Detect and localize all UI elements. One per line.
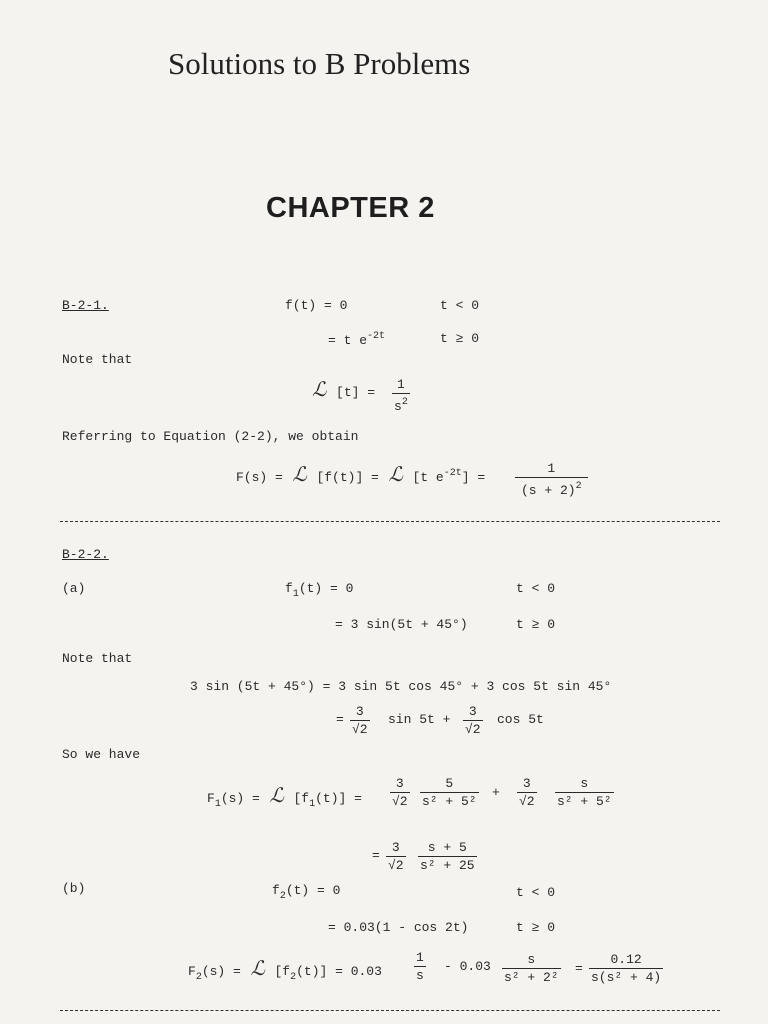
trig-identity: 3 sin (5t + 45°) = 3 sin 5t cos 45° + 3 cos 5t sin 45° [190, 679, 612, 694]
condition-t-less-0-b: t < 0 [516, 885, 556, 900]
F2-expression: $F_2(s)$ = ℒ $[f_2(t)] = 0.03$ [188, 956, 382, 983]
fraction-result: $\frac{0.12}{\text{s(s² + 4)}}$ [591, 952, 662, 985]
part-a-label: (a) [62, 581, 86, 596]
note-text: Note that [62, 352, 133, 367]
fraction-3-sqrt2-e: $\frac{3}{√2}$ [388, 840, 404, 873]
fraction-Fs: $\frac{1}{(s + 2)^2}$ [515, 460, 588, 499]
fraction-3-sqrt2-d: $\frac{3}{√2}$ [519, 776, 535, 809]
fraction-s-over-s2p52: $\frac{s}{\text{s² + 5²}}$ [557, 776, 612, 809]
divider-2 [60, 1010, 720, 1011]
part-b-label: (b) [62, 881, 86, 896]
plus-sign: + [492, 785, 500, 800]
f2-definition-1: $f_2(t) = 0$ [272, 883, 341, 902]
fraction-1-over-s: $\frac{1}{s}$ [416, 950, 424, 983]
problem-label-b-2-2: B-2-2. [62, 547, 109, 562]
f2-definition-2: = 0.03(1 - cos 2t) [328, 920, 469, 935]
fraction-5-over-s2p52: $\frac{5}{\text{s² + 5²}}$ [422, 776, 477, 809]
eq-sign: = [336, 712, 344, 727]
page-title: Solutions to B Problems [168, 46, 471, 81]
f-definition-2: = t $e^{-2t}$ [328, 331, 386, 348]
so-we-have-text: So we have [62, 747, 141, 762]
fraction-3-sqrt2-a: $\frac{3}{√2}$ [352, 704, 368, 737]
condition-t-geq-0-b: t ≥ 0 [516, 920, 556, 935]
chapter-heading: CHAPTER 2 [266, 192, 435, 224]
minus-term: - 0.03 [444, 959, 491, 974]
f1-definition-2: = 3 sin(5t + 45°) [335, 617, 468, 632]
refer-text: Referring to Equation (2-2), we obtain [62, 429, 359, 444]
laplace-symbol: ℒ [312, 377, 327, 401]
fraction-3-sqrt2-b: $\frac{3}{√2}$ [465, 704, 481, 737]
fraction-1-over-s2: $\frac{1}{s^2}$ [394, 377, 408, 414]
condition-t-less-0-a: t < 0 [516, 581, 556, 596]
fraction-s-over-s2p22: $\frac{s}{\text{s² + 2²}}$ [504, 952, 559, 985]
problem-label-b-2-1: B-2-1. [62, 298, 109, 313]
fraction-3-sqrt2-c: $\frac{3}{√2}$ [392, 776, 408, 809]
f-definition-1: f(t) = 0 [285, 298, 348, 313]
laplace-t-expression: ℒ [t] = [312, 377, 376, 401]
divider-1 [60, 521, 720, 522]
Fs-expression: F(s) = ℒ [f(t)] = ℒ [t $e^{-2t}$] = [236, 462, 486, 486]
f1-definition-1: $f_1(t) = 0$ [285, 581, 354, 600]
eq-sign-2: = [372, 848, 380, 863]
condition-t-less-0: t < 0 [440, 298, 480, 313]
condition-t-geq-0: t ≥ 0 [440, 331, 480, 346]
F1-expression: $F_1(s)$ = ℒ $[f_1(t)]$ = [207, 783, 362, 810]
cos5t-term: cos 5t [497, 712, 544, 727]
sin5t-term: sin 5t + [388, 712, 451, 727]
condition-t-geq-0-a: t ≥ 0 [516, 617, 556, 632]
note-text-2: Note that [62, 651, 133, 666]
eq-sign-3: = [575, 961, 583, 976]
fraction-F1-final: $\frac{s + 5}{\text{s² + 25}}$ [420, 840, 475, 873]
